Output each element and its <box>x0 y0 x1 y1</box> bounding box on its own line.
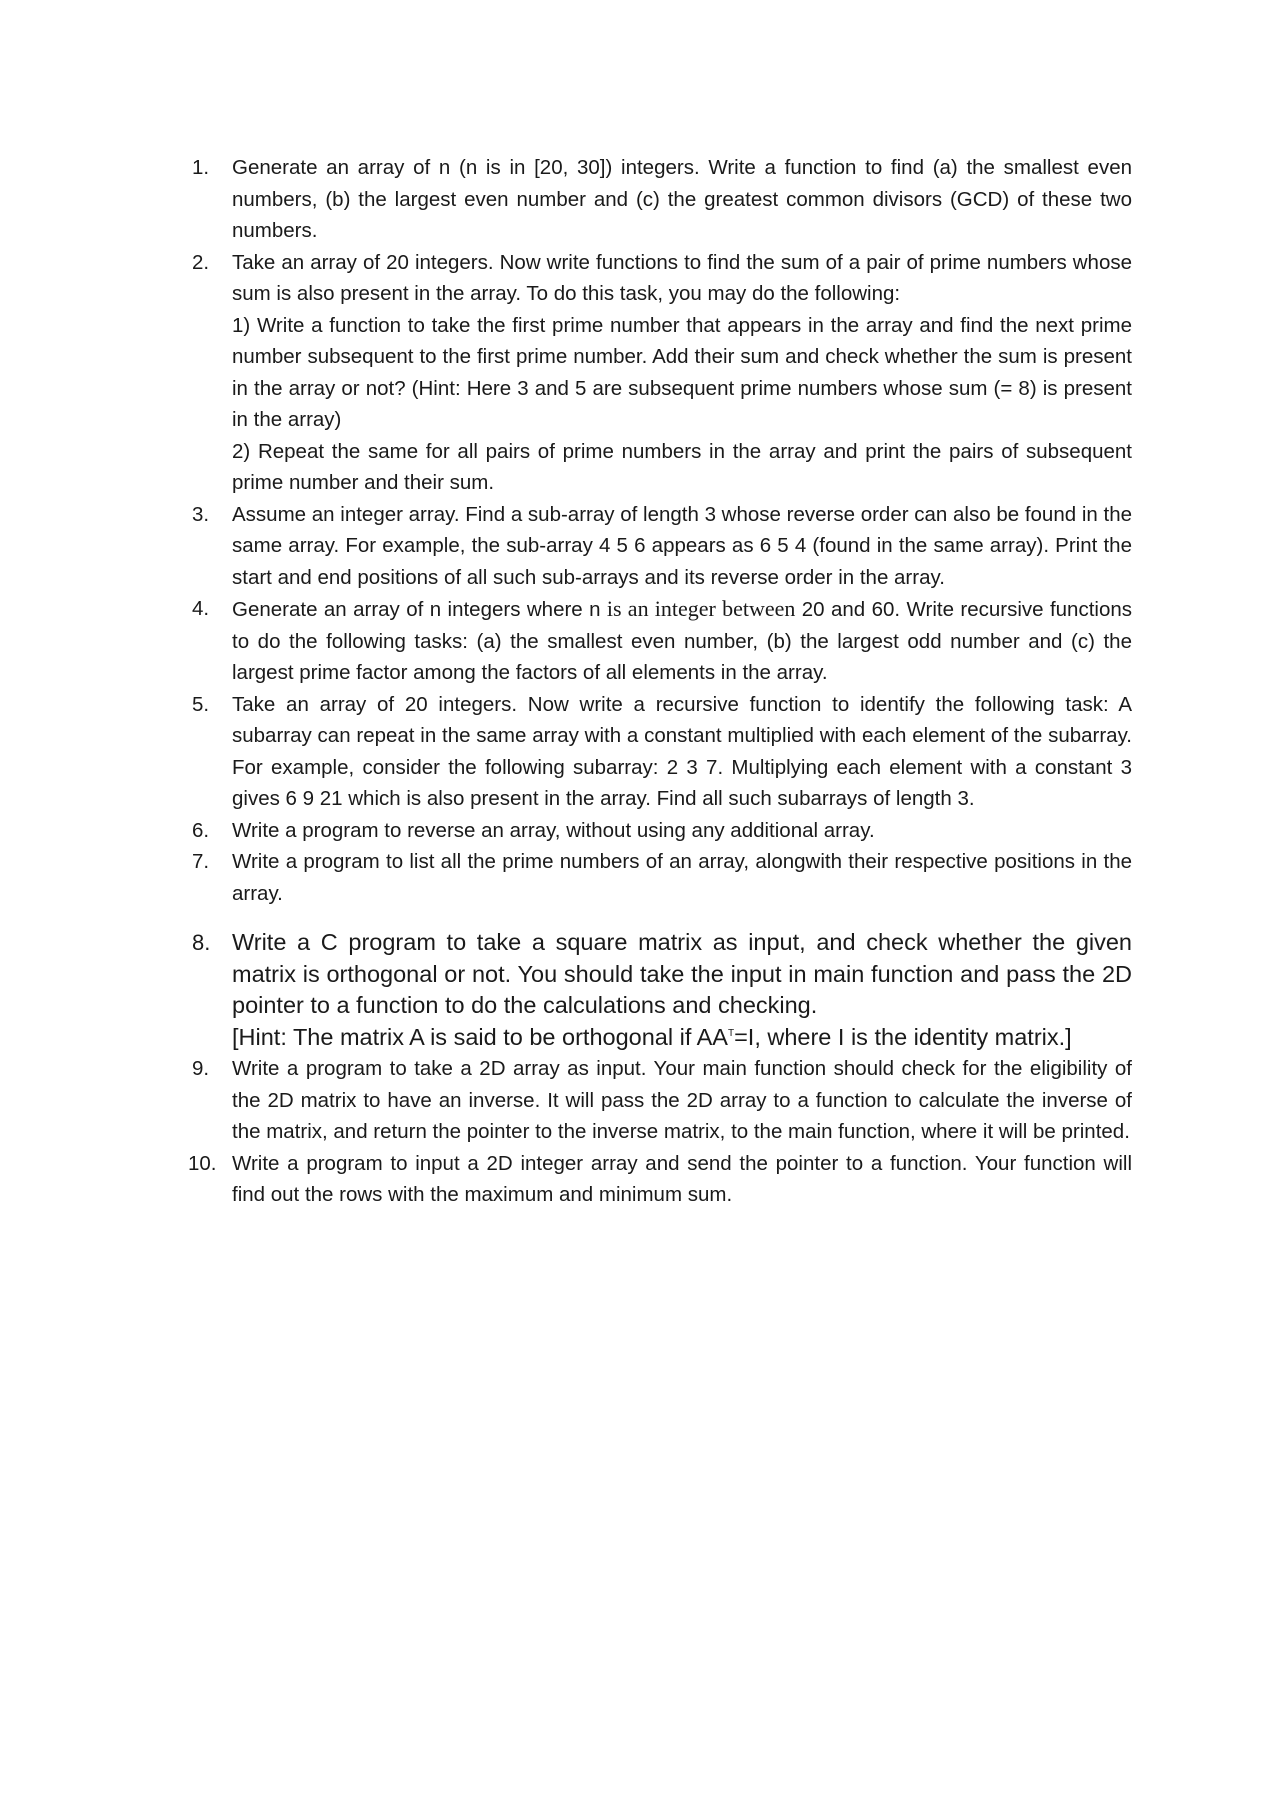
question-text-part: 20 and 60. Write recursive functions to do the following tasks: (a) the smallest even number, (b) the largest odd number and (c) the largest prime factor among the factors of all elements in the array. <box>232 598 1132 684</box>
question-number: 2. <box>192 250 210 274</box>
question-number: 10. <box>188 1151 217 1175</box>
question-10 <box>188 1148 1132 1211</box>
hint-text-part: =I, where I is the identity matrix.] <box>734 1023 1072 1050</box>
question-6 <box>192 815 1132 847</box>
hint-text-part: [Hint: The matrix A is said to be orthogonal if AA <box>232 1023 728 1050</box>
question-text: Assume an integer array. Find a sub-array of length 3 whose reverse order can also be found in the same array. For example, the sub-array 4 5 6 appears as 6 5 4 (found in the same array). Print the start and end positions of all such sub-arrays and its reverse order in the array. <box>232 502 1132 589</box>
question-number: 1. <box>192 156 210 179</box>
question-4 <box>192 593 1132 689</box>
question-number: 8. <box>192 930 211 955</box>
question-9 <box>192 1053 1132 1148</box>
question-number: 4. <box>192 597 210 620</box>
question-text: Write a program to reverse an array, without using any additional array. <box>232 818 875 842</box>
question-number: 6. <box>192 818 210 842</box>
question-2 <box>192 247 1132 499</box>
question-list <box>188 152 1132 1211</box>
question-1 <box>192 152 1132 247</box>
question-text: Write a program to input a 2D integer array and send the pointer to a function. Your function will find out the rows with the maximum and minimum sum. <box>232 1151 1132 1206</box>
question-step-1: 1) Write a function to take the first prime number that appears in the array and find the next prime number subsequent to the first prime number. Add their sum and check whether the sum is present in the array or not? (Hint: Here 3 and 5 are subsequent prime numbers whose sum (= 8) is present in the array) <box>232 313 1132 431</box>
question-number: 5. <box>192 692 210 716</box>
question-hint <box>232 1022 1132 1054</box>
question-number: 7. <box>192 850 210 873</box>
question-step-2: 2) Repeat the same for all pairs of prime numbers in the array and print the pairs of subsequent prime number and their sum. <box>232 439 1132 494</box>
question-text: Write a C program to take a square matrix as input, and check whether the given matrix is orthogonal or not. You should take the input in main function and pass the 2D pointer to a function to do the calculations and checking. <box>232 929 1132 1018</box>
question-text: Write a program to take a 2D array as input. Your main function should check for the eligibility of the 2D matrix to have an inverse. It will pass the 2D array to a function to calculate the inverse of the matrix, and return the pointer to the inverse matrix, to the main function, where it will be printed. <box>232 1057 1132 1143</box>
question-text-part: Generate an array of n integers where n <box>232 598 607 621</box>
question-3 <box>192 499 1132 594</box>
question-number: 3. <box>192 502 210 526</box>
question-text-serif-part: is an integer between <box>606 596 796 621</box>
question-number: 9. <box>192 1057 210 1080</box>
question-7 <box>192 846 1132 909</box>
question-text: Write a program to list all the prime numbers of an array, alongwith their respective positions in the array. <box>232 850 1132 905</box>
question-text <box>232 593 1132 689</box>
question-text: Generate an array of n (n is in [20, 30]) integers. Write a function to find (a) the smallest even numbers, (b) the largest even number and (c) the greatest common divisors (GCD) of these two numbers. <box>232 156 1132 242</box>
question-text: Take an array of 20 integers. Now write a recursive function to identify the following task: A subarray can repeat in the same array with a constant multiplied with each element of the subarray. For example, consider the following subarray: 2 3 7. Multiplying each element with a constant 3 gives 6 9 21 which is also present in the array. Find all such subarrays of length 3. <box>232 692 1132 810</box>
transpose-superscript: T <box>727 1027 735 1039</box>
question-text: Take an array of 20 integers. Now write functions to find the sum of a pair of prime numbers whose sum is also present in the array. To do this task, you may do the following: <box>232 250 1132 305</box>
question-5 <box>192 689 1132 815</box>
question-8 <box>192 927 1132 1053</box>
